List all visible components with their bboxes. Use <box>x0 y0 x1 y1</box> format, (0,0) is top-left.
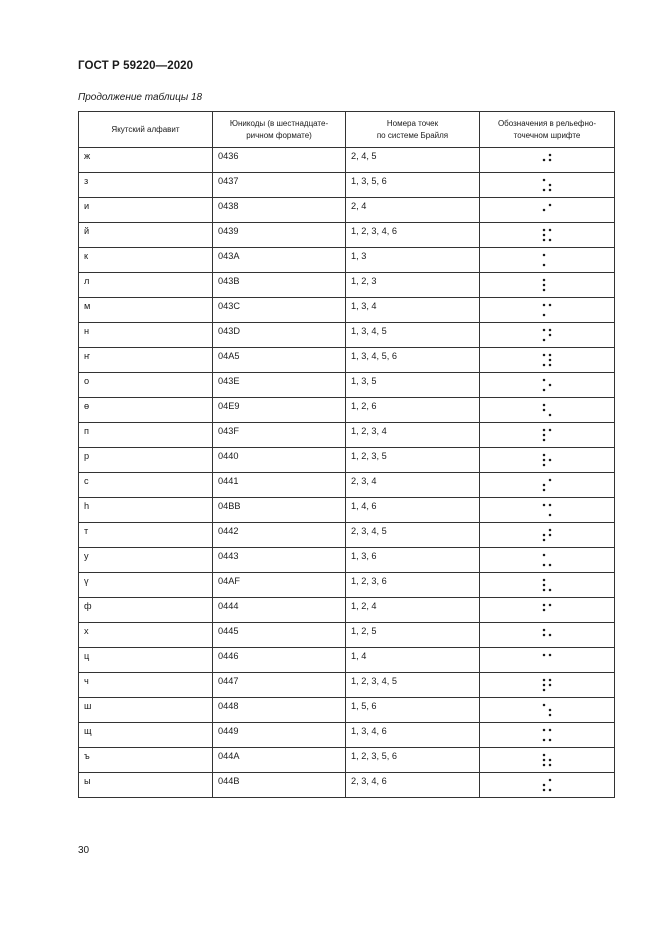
letter-cell: з <box>79 173 213 198</box>
braille-dot-5 <box>549 334 552 337</box>
unicode-cell: 0447 <box>213 673 346 698</box>
dots-cell: 1, 4, 6 <box>346 498 480 523</box>
table-row <box>79 648 615 673</box>
braille-glyph-icon <box>541 177 553 193</box>
braille-glyph-icon <box>541 652 553 668</box>
unicode-cell: 0439 <box>213 223 346 248</box>
braille-dot-2 <box>543 459 546 462</box>
braille-glyph-icon <box>541 252 553 268</box>
braille-dot-2 <box>543 409 546 412</box>
unicode-cell: 044B <box>213 773 346 798</box>
braille-dot-1 <box>543 404 546 407</box>
dots-cell: 1, 5, 6 <box>346 698 480 723</box>
column-header-unicode <box>213 112 346 148</box>
unicode-cell: 04AF <box>213 573 346 598</box>
braille-dot-4 <box>549 654 552 657</box>
braille-dot-6 <box>549 789 552 792</box>
braille-dot-4 <box>549 729 552 732</box>
braille-dot-5 <box>549 159 552 162</box>
dots-cell: 1, 3 <box>346 248 480 273</box>
table-caption: Продолжение таблицы 18 <box>78 92 203 103</box>
table-row <box>79 623 615 648</box>
braille-cell <box>480 548 615 573</box>
braille-cell <box>480 298 615 323</box>
dots-cell: 1, 2, 6 <box>346 398 480 423</box>
braille-dot-3 <box>543 364 546 367</box>
unicode-cell: 0437 <box>213 173 346 198</box>
braille-cell <box>480 323 615 348</box>
braille-dot-6 <box>549 364 552 367</box>
letter-cell: һ <box>79 498 213 523</box>
column-header-line: Обозначения в рельефно- <box>497 118 597 128</box>
braille-dot-6 <box>549 189 552 192</box>
braille-dot-2 <box>543 284 546 287</box>
braille-dot-2 <box>543 534 546 537</box>
unicode-cell: 0445 <box>213 623 346 648</box>
unicode-cell: 0441 <box>213 473 346 498</box>
column-header-line: по системе Брайля <box>376 130 449 140</box>
letter-cell: л <box>79 273 213 298</box>
column-header-dots <box>346 112 480 148</box>
letter-cell: у <box>79 548 213 573</box>
braille-glyph-icon <box>541 302 553 318</box>
page-number: 30 <box>78 845 90 856</box>
braille-cell <box>480 448 615 473</box>
letter-cell: м <box>79 298 213 323</box>
braille-dot-4 <box>549 354 552 357</box>
braille-dot-2 <box>543 234 546 237</box>
braille-cell <box>480 423 615 448</box>
braille-dot-1 <box>543 679 546 682</box>
letter-cell: ж <box>79 148 213 173</box>
braille-dot-1 <box>543 254 546 257</box>
table-row <box>79 598 615 623</box>
letter-cell: й <box>79 223 213 248</box>
braille-dot-3 <box>543 439 546 442</box>
braille-dot-6 <box>549 589 552 592</box>
table-row <box>79 498 615 523</box>
column-header-line: Якутский алфавит <box>111 124 180 134</box>
braille-glyph-icon <box>541 202 553 218</box>
braille-dot-4 <box>549 204 552 207</box>
braille-dot-1 <box>543 454 546 457</box>
unicode-cell: 043F <box>213 423 346 448</box>
braille-dot-1 <box>543 604 546 607</box>
braille-cell <box>480 623 615 648</box>
table-row <box>79 348 615 373</box>
braille-dot-5 <box>549 359 552 362</box>
dots-cell: 2, 3, 4, 5 <box>346 523 480 548</box>
dots-cell: 1, 2, 4 <box>346 598 480 623</box>
braille-cell <box>480 473 615 498</box>
table-row <box>79 173 615 198</box>
braille-glyph-icon <box>541 677 553 693</box>
braille-cell <box>480 223 615 248</box>
table-row <box>79 573 615 598</box>
braille-cell <box>480 373 615 398</box>
document-header: ГОСТ Р 59220—2020 <box>78 60 194 72</box>
braille-cell <box>480 148 615 173</box>
letter-cell: с <box>79 473 213 498</box>
braille-glyph-icon <box>541 577 553 593</box>
dots-cell: 2, 4, 5 <box>346 148 480 173</box>
braille-dot-1 <box>543 629 546 632</box>
braille-dot-4 <box>549 504 552 507</box>
letter-cell: ө <box>79 398 213 423</box>
letter-cell: п <box>79 423 213 448</box>
letter-cell: х <box>79 623 213 648</box>
braille-dot-1 <box>543 554 546 557</box>
braille-dot-1 <box>543 704 546 707</box>
table-row <box>79 248 615 273</box>
braille-dot-3 <box>543 789 546 792</box>
braille-cell <box>480 273 615 298</box>
braille-cell <box>480 598 615 623</box>
letter-cell: н <box>79 323 213 348</box>
braille-dot-4 <box>549 154 552 157</box>
braille-cell <box>480 748 615 773</box>
unicode-cell: 0444 <box>213 598 346 623</box>
braille-glyph-icon <box>541 327 553 343</box>
braille-dot-3 <box>543 564 546 567</box>
braille-dot-4 <box>549 479 552 482</box>
braille-dot-4 <box>549 429 552 432</box>
braille-dot-3 <box>543 189 546 192</box>
braille-dot-2 <box>543 784 546 787</box>
braille-dot-5 <box>549 459 552 462</box>
braille-dot-3 <box>543 264 546 267</box>
braille-dot-2 <box>543 484 546 487</box>
braille-table <box>78 111 615 798</box>
letter-cell: и <box>79 198 213 223</box>
table-row <box>79 373 615 398</box>
table-row <box>79 298 615 323</box>
column-header-line: точечном шрифте <box>513 130 581 140</box>
braille-dot-3 <box>543 489 546 492</box>
unicode-cell: 043B <box>213 273 346 298</box>
letter-cell: ҥ <box>79 348 213 373</box>
braille-cell <box>480 573 615 598</box>
letter-cell: ш <box>79 698 213 723</box>
braille-dot-1 <box>543 754 546 757</box>
braille-dot-5 <box>549 384 552 387</box>
dots-cell: 1, 3, 4, 5 <box>346 323 480 348</box>
letter-cell: ц <box>79 648 213 673</box>
braille-dot-4 <box>549 679 552 682</box>
braille-cell <box>480 498 615 523</box>
braille-dot-6 <box>549 239 552 242</box>
braille-cell <box>480 698 615 723</box>
braille-glyph-icon <box>541 452 553 468</box>
braille-dot-3 <box>543 464 546 467</box>
braille-dot-3 <box>543 739 546 742</box>
dots-cell: 2, 3, 4, 6 <box>346 773 480 798</box>
dots-cell: 1, 3, 6 <box>346 548 480 573</box>
braille-dot-1 <box>543 229 546 232</box>
column-header-line: Номера точек <box>386 118 439 128</box>
unicode-cell: 0446 <box>213 648 346 673</box>
braille-glyph-icon <box>541 477 553 493</box>
braille-cell <box>480 773 615 798</box>
braille-dot-4 <box>549 329 552 332</box>
column-header-line: Юникоды (в шестнадцате- <box>229 118 329 128</box>
table-row <box>79 748 615 773</box>
braille-dot-2 <box>543 634 546 637</box>
dots-cell: 1, 2, 3, 4, 5 <box>346 673 480 698</box>
braille-glyph-icon <box>541 727 553 743</box>
dots-cell: 1, 2, 3, 5, 6 <box>346 748 480 773</box>
letter-cell: ы <box>79 773 213 798</box>
unicode-cell: 0442 <box>213 523 346 548</box>
unicode-cell: 043E <box>213 373 346 398</box>
braille-glyph-icon <box>541 777 553 793</box>
dots-cell: 1, 3, 4 <box>346 298 480 323</box>
dots-cell: 1, 4 <box>346 648 480 673</box>
letter-cell: ф <box>79 598 213 623</box>
braille-dot-4 <box>549 779 552 782</box>
dots-cell: 1, 3, 4, 5, 6 <box>346 348 480 373</box>
table-row <box>79 198 615 223</box>
braille-dot-1 <box>543 429 546 432</box>
braille-cell <box>480 173 615 198</box>
unicode-cell: 0443 <box>213 548 346 573</box>
braille-dot-1 <box>543 279 546 282</box>
table-row <box>79 698 615 723</box>
braille-dot-2 <box>543 609 546 612</box>
unicode-cell: 0449 <box>213 723 346 748</box>
braille-dot-3 <box>543 539 546 542</box>
table-row <box>79 448 615 473</box>
table-row <box>79 423 615 448</box>
letter-cell: т <box>79 523 213 548</box>
braille-dot-6 <box>549 514 552 517</box>
braille-dot-6 <box>549 739 552 742</box>
braille-glyph-icon <box>541 377 553 393</box>
letter-cell: о <box>79 373 213 398</box>
dots-cell: 1, 2, 3, 5 <box>346 448 480 473</box>
table-row <box>79 473 615 498</box>
braille-glyph-icon <box>541 552 553 568</box>
braille-glyph-icon <box>541 277 553 293</box>
braille-dot-6 <box>549 714 552 717</box>
braille-dot-5 <box>549 634 552 637</box>
dots-cell: 1, 2, 3, 4 <box>346 423 480 448</box>
braille-dot-3 <box>543 589 546 592</box>
braille-glyph-icon <box>541 402 553 418</box>
unicode-cell: 043C <box>213 298 346 323</box>
column-header-braille <box>480 112 615 148</box>
braille-glyph-icon <box>541 352 553 368</box>
letter-cell: р <box>79 448 213 473</box>
braille-cell <box>480 673 615 698</box>
braille-glyph-icon <box>541 527 553 543</box>
braille-dot-4 <box>549 604 552 607</box>
braille-dot-5 <box>549 184 552 187</box>
column-header-line: ричном формате) <box>246 130 312 140</box>
braille-dot-5 <box>549 709 552 712</box>
braille-dot-3 <box>543 289 546 292</box>
braille-dot-1 <box>543 179 546 182</box>
braille-glyph-icon <box>541 152 553 168</box>
braille-dot-1 <box>543 304 546 307</box>
braille-dot-2 <box>543 584 546 587</box>
table-body <box>79 148 615 798</box>
braille-glyph-icon <box>541 227 553 243</box>
letter-cell: к <box>79 248 213 273</box>
braille-dot-1 <box>543 729 546 732</box>
braille-dot-6 <box>549 414 552 417</box>
braille-glyph-icon <box>541 752 553 768</box>
letter-cell: ъ <box>79 748 213 773</box>
braille-dot-2 <box>543 759 546 762</box>
braille-dot-4 <box>549 229 552 232</box>
table-row <box>79 223 615 248</box>
dots-cell: 2, 4 <box>346 198 480 223</box>
braille-dot-1 <box>543 379 546 382</box>
table-row <box>79 548 615 573</box>
dots-cell: 1, 3, 5 <box>346 373 480 398</box>
dots-cell: 1, 2, 3 <box>346 273 480 298</box>
braille-dot-1 <box>543 354 546 357</box>
unicode-cell: 0448 <box>213 698 346 723</box>
braille-dot-3 <box>543 314 546 317</box>
braille-dot-3 <box>543 239 546 242</box>
braille-dot-3 <box>543 764 546 767</box>
braille-glyph-icon <box>541 502 553 518</box>
braille-cell <box>480 348 615 373</box>
table-row <box>79 148 615 173</box>
braille-dot-5 <box>549 759 552 762</box>
braille-cell <box>480 248 615 273</box>
braille-cell <box>480 398 615 423</box>
braille-dot-6 <box>549 564 552 567</box>
dots-cell: 1, 3, 4, 6 <box>346 723 480 748</box>
table-row <box>79 323 615 348</box>
unicode-cell: 04BB <box>213 498 346 523</box>
braille-dot-1 <box>543 504 546 507</box>
braille-dot-4 <box>549 529 552 532</box>
dots-cell: 2, 3, 4 <box>346 473 480 498</box>
unicode-cell: 044A <box>213 748 346 773</box>
table-row <box>79 673 615 698</box>
braille-dot-4 <box>549 304 552 307</box>
braille-glyph-icon <box>541 627 553 643</box>
table-header-row <box>79 112 615 148</box>
braille-glyph-icon <box>541 427 553 443</box>
braille-dot-3 <box>543 339 546 342</box>
braille-cell <box>480 523 615 548</box>
braille-glyph-icon <box>541 702 553 718</box>
unicode-cell: 04A5 <box>213 348 346 373</box>
braille-cell <box>480 723 615 748</box>
braille-dot-3 <box>543 389 546 392</box>
unicode-cell: 0440 <box>213 448 346 473</box>
braille-dot-1 <box>543 654 546 657</box>
table-row <box>79 398 615 423</box>
braille-dot-2 <box>543 434 546 437</box>
braille-dot-6 <box>549 764 552 767</box>
braille-dot-2 <box>543 159 546 162</box>
braille-dot-2 <box>543 209 546 212</box>
letter-cell: ч <box>79 673 213 698</box>
unicode-cell: 043D <box>213 323 346 348</box>
braille-dot-1 <box>543 329 546 332</box>
braille-cell <box>480 198 615 223</box>
letter-cell: щ <box>79 723 213 748</box>
braille-dot-1 <box>543 579 546 582</box>
letter-cell: ү <box>79 573 213 598</box>
braille-dot-5 <box>549 684 552 687</box>
unicode-cell: 043A <box>213 248 346 273</box>
unicode-cell: 0438 <box>213 198 346 223</box>
unicode-cell: 0436 <box>213 148 346 173</box>
braille-dot-5 <box>549 534 552 537</box>
column-header-alphabet <box>79 112 213 148</box>
braille-dot-3 <box>543 689 546 692</box>
table-row <box>79 773 615 798</box>
braille-cell <box>480 648 615 673</box>
dots-cell: 1, 3, 5, 6 <box>346 173 480 198</box>
unicode-cell: 04E9 <box>213 398 346 423</box>
dots-cell: 1, 2, 3, 4, 6 <box>346 223 480 248</box>
table-row <box>79 723 615 748</box>
braille-glyph-icon <box>541 602 553 618</box>
dots-cell: 1, 2, 5 <box>346 623 480 648</box>
braille-dot-2 <box>543 684 546 687</box>
dots-cell: 1, 2, 3, 6 <box>346 573 480 598</box>
table-row <box>79 523 615 548</box>
table-row <box>79 273 615 298</box>
